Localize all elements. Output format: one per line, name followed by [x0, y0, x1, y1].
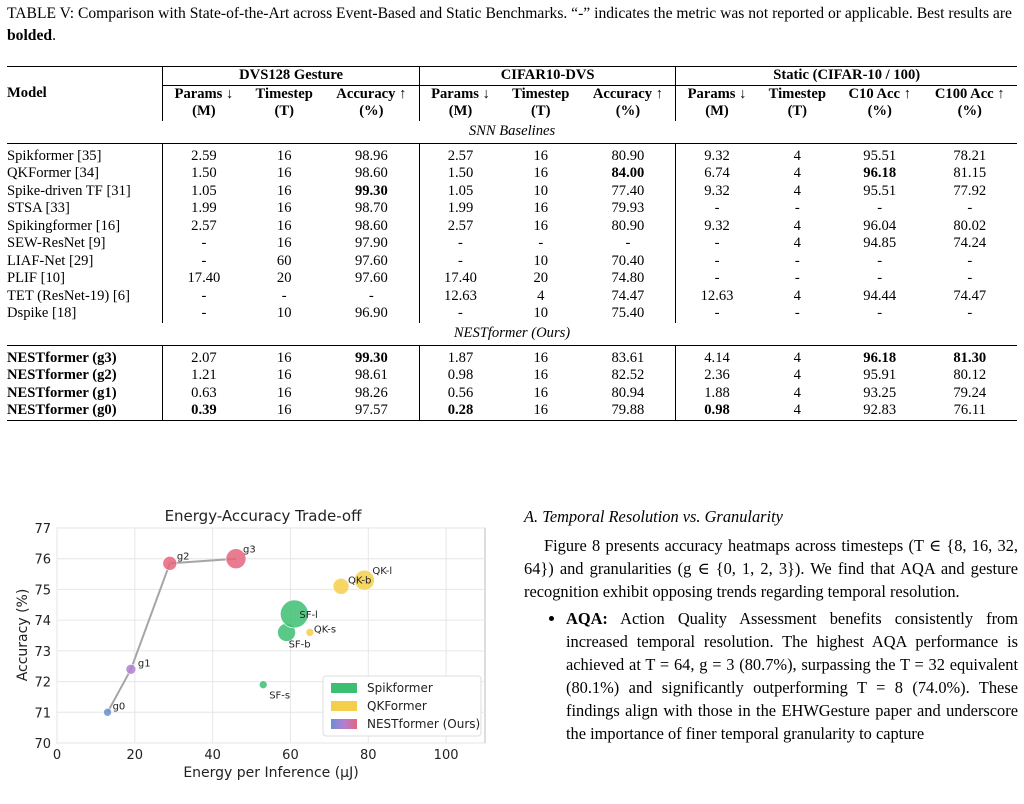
bullet-item	[566, 607, 1018, 745]
table-cell: -	[201, 235, 207, 251]
table-cell: 98.96	[324, 143, 420, 165]
table-cell: 10	[533, 182, 549, 199]
table-cell: 99.30	[324, 183, 420, 201]
table-row	[7, 385, 1017, 403]
model-name: NESTformer (g2)	[7, 367, 163, 385]
table-row	[7, 288, 1017, 306]
model-header: Model	[7, 67, 163, 121]
model-name: NESTformer (g3)	[7, 345, 163, 367]
table-cell: 92.83	[837, 402, 923, 420]
table-cell: 81.15	[953, 165, 987, 181]
table-cell: 1.05	[447, 182, 474, 199]
table-cell: -	[714, 200, 720, 216]
table-cell: 95.51	[863, 147, 897, 164]
data-point	[333, 578, 349, 594]
table-row	[7, 183, 1017, 201]
model-name: PLIF [10]	[7, 270, 163, 288]
table-cell: 96.18	[863, 165, 897, 181]
y-tick-label: 74	[34, 614, 51, 630]
table-cell: 16	[501, 402, 580, 420]
bullet-body: Action Quality Assessment benefits consistently from increased temporal resolution. The highest AQA performance is achieved at T = 64, g = 3 (80.7%), surpassing the T = 32 equivalent (80.1%) and significantly outperforming T = 8 (74.0%). These findings align with those in the EHWGesture paper and underscore the importance of finer temporal granularity to capture	[566, 609, 1018, 743]
data-point	[126, 664, 136, 674]
table-row	[7, 200, 1017, 218]
table-cell: 16	[276, 182, 292, 199]
model-name: TET (ResNet-19) [6]	[7, 288, 163, 306]
body-text	[524, 505, 1018, 745]
table-cell: 10	[276, 305, 292, 321]
y-tick-label: 73	[34, 644, 51, 660]
table-cell: 94.44	[863, 287, 897, 304]
table-cell: 12.63	[444, 287, 477, 304]
table-cell: -	[714, 235, 720, 251]
table-cell: 98.60	[324, 165, 420, 183]
energy-accuracy-chart	[0, 500, 500, 800]
table-cell: -	[877, 200, 883, 216]
table-cell: 16	[533, 147, 549, 164]
legend-label: Spikformer	[367, 681, 433, 695]
column-header: Params ↓	[174, 85, 234, 102]
table-cell: 2.07	[191, 349, 217, 366]
table-cell: -	[201, 252, 207, 269]
subsection-heading: A. Temporal Resolution vs. Granularity	[524, 507, 783, 526]
point-label: QK-b	[348, 575, 372, 587]
table-cell: 6.74	[704, 165, 730, 181]
table-cell: 4	[793, 349, 801, 366]
table-cell: 74.47	[953, 287, 987, 304]
point-label: g0	[112, 701, 126, 713]
model-name: Spikingformer [16]	[7, 218, 163, 236]
table-cell: 16	[276, 200, 292, 216]
table-cell: 98.60	[324, 218, 420, 236]
model-name: SEW-ResNet [9]	[7, 235, 163, 253]
y-tick-label: 76	[34, 552, 51, 568]
y-tick-label: 77	[34, 522, 51, 537]
table-cell: -	[877, 252, 883, 269]
table-cell: 16	[533, 384, 549, 401]
point-label: QK-s	[313, 624, 337, 636]
y-tick-label: 75	[34, 583, 51, 599]
column-header: (%)	[580, 103, 676, 121]
table-cell: 81.30	[953, 349, 987, 366]
table-cell: 20	[276, 270, 292, 286]
table-row	[7, 402, 1017, 420]
table-cell: 60	[276, 252, 292, 269]
point-label: g1	[137, 658, 151, 670]
table-cell: 74.47	[580, 288, 676, 306]
x-tick-label: 100	[433, 748, 459, 763]
table-cell: 74.24	[953, 235, 987, 251]
table-cell: 0.28	[419, 402, 501, 420]
column-header: (M)	[705, 103, 729, 119]
table-row	[7, 235, 1017, 253]
table-cell: 84.00	[580, 165, 676, 183]
table-cell: -	[458, 305, 463, 321]
table-cell: 4	[793, 367, 801, 383]
data-point	[163, 556, 177, 570]
legend-label: QKFormer	[367, 699, 427, 713]
table-cell: -	[794, 270, 800, 286]
table-cell: 2.57	[447, 217, 474, 234]
table-cell: 4	[793, 182, 801, 199]
table-cell: 0.98	[676, 402, 758, 420]
table-cell: 70.40	[580, 253, 676, 271]
table-cell: 10	[533, 252, 549, 269]
column-header: (%)	[867, 103, 892, 119]
point-label: SF-s	[269, 690, 291, 702]
column-header: (M)	[192, 103, 216, 119]
table-cell: -	[877, 305, 883, 321]
table-cell: 16	[276, 384, 292, 401]
column-header: Timestep	[512, 85, 570, 102]
legend-label: NESTformer (Ours)	[367, 717, 481, 731]
caption-text: TABLE V: Comparison with State-of-the-Art across Event-Based and Static Benchmarks. “-” indicates the metric was not reported or applicable. Best results are	[7, 5, 1012, 22]
table-cell: 4	[758, 402, 837, 420]
table-cell: -	[538, 235, 544, 251]
table-cell: 16	[276, 367, 292, 383]
table-row	[7, 253, 1017, 271]
table-cell: 99.30	[324, 345, 420, 367]
table-cell: 96.04	[863, 217, 897, 234]
table-cell: 1.99	[191, 200, 217, 216]
table-cell: 17.40	[187, 270, 221, 286]
table-cell: -	[794, 200, 800, 216]
table-row	[7, 305, 1017, 323]
legend-swatch	[331, 719, 357, 729]
table-row	[7, 143, 1017, 165]
table-cell: 4	[793, 147, 801, 164]
paragraph: Figure 8 presents accuracy heatmaps across timesteps (T ∈ {8, 16, 32, 64}) and granularities (g ∈ {0, 1, 2, 3}). We find that AQA and gesture recognition exhibit opposing trends regarding temporal resolution.	[524, 536, 1018, 601]
table-cell: 16	[276, 217, 292, 234]
table-cell: 0.98	[447, 367, 474, 383]
model-name: LIAF-Net [29]	[7, 253, 163, 271]
table-cell: -	[967, 200, 973, 216]
x-tick-label: 0	[52, 748, 62, 763]
table-cell: 98.26	[324, 385, 420, 403]
table-cell: 2.57	[447, 147, 474, 164]
data-point	[104, 708, 112, 716]
table-cell: 4	[793, 235, 801, 251]
table-cell: -	[714, 270, 720, 286]
table-cell: 4	[793, 384, 801, 401]
table-cell: 9.32	[704, 217, 730, 234]
y-tick-label: 70	[34, 737, 51, 752]
caption-end: .	[52, 27, 56, 44]
section-title: SNN Baselines	[7, 121, 1017, 144]
table-cell: 16	[276, 147, 292, 164]
model-name: NESTformer (g1)	[7, 385, 163, 403]
table-cell: 10	[533, 305, 549, 321]
table-cell: 16	[245, 402, 324, 420]
model-name: Spike-driven TF [31]	[7, 183, 163, 201]
table-cell: -	[458, 235, 463, 251]
column-header: (%)	[324, 103, 420, 121]
data-point	[306, 628, 314, 636]
x-tick-label: 40	[204, 748, 221, 763]
model-name: QKFormer [34]	[7, 165, 163, 183]
results-table	[7, 66, 1017, 421]
table-cell: 79.24	[953, 384, 987, 401]
table-cell: 2.59	[191, 147, 217, 164]
table-cell: 97.60	[324, 270, 420, 288]
column-header: Accuracy ↑	[324, 85, 420, 103]
column-header: (M)	[448, 103, 473, 119]
table-cell: 97.90	[324, 235, 420, 253]
table-cell: 97.60	[324, 253, 420, 271]
column-header: Timestep	[255, 85, 313, 102]
column-header: (T)	[531, 103, 551, 119]
group-header: CIFAR10-DVS	[419, 67, 676, 86]
group-header: Static (CIFAR-10 / 100)	[676, 67, 1017, 86]
table-cell: 77.92	[953, 182, 987, 199]
column-header: (%)	[957, 103, 982, 119]
table-cell: 0.56	[447, 384, 474, 401]
table-cell: 0.39	[163, 402, 245, 420]
table-cell: 4	[793, 217, 801, 234]
table-cell: 98.61	[324, 367, 420, 385]
table-cell: 4.14	[704, 349, 730, 366]
table-cell: -	[714, 252, 720, 269]
table-cell: 16	[533, 200, 549, 216]
bullet-head: AQA:	[566, 609, 608, 628]
column-header: Accuracy ↑	[580, 85, 676, 103]
table-row	[7, 165, 1017, 183]
table-cell: 95.51	[863, 182, 897, 199]
table-cell: -	[967, 270, 973, 286]
table-cell: 80.94	[580, 385, 676, 403]
table-cell: -	[201, 287, 207, 304]
chart-legend	[323, 676, 481, 736]
table-cell: 80.90	[580, 143, 676, 165]
table-cell: -	[877, 270, 883, 286]
column-header: Params ↓	[687, 85, 747, 102]
table-cell: 77.40	[580, 183, 676, 201]
table-cell: 1.05	[191, 182, 217, 199]
point-label: SF-l	[299, 610, 318, 621]
table-cell: -	[967, 252, 973, 269]
table-cell: 2.57	[191, 217, 217, 234]
model-name: STSA [33]	[7, 200, 163, 218]
table-cell: 97.57	[324, 402, 420, 420]
table-row	[7, 270, 1017, 288]
table-cell: 2.36	[704, 367, 730, 383]
table-cell: -	[714, 305, 720, 321]
x-tick-label: 60	[282, 748, 299, 763]
group-header: DVS128 Gesture	[163, 67, 420, 86]
table-cell: 94.85	[863, 235, 897, 251]
table-cell: 4	[793, 165, 801, 181]
table-cell: 4	[793, 287, 801, 304]
table-cell: 4	[537, 287, 545, 304]
y-axis-label: Accuracy (%)	[15, 588, 31, 682]
table-cell: 75.40	[580, 305, 676, 323]
table-cell: 16	[533, 217, 549, 234]
column-header: C100 Acc ↑	[934, 85, 1005, 102]
table-cell: 1.88	[704, 384, 730, 401]
table-cell: -	[281, 287, 287, 304]
table-cell: 93.25	[863, 384, 897, 401]
table-cell: 17.40	[444, 270, 477, 286]
table-cell: -	[794, 252, 800, 269]
table-cell: -	[324, 288, 420, 306]
table-cell: 1.99	[447, 200, 474, 216]
table-cell: 16	[533, 165, 549, 181]
legend-swatch	[331, 701, 357, 711]
table-cell: 1.87	[447, 349, 474, 366]
table-cell: 12.63	[700, 287, 734, 304]
table-cell: 74.80	[580, 270, 676, 288]
table-cell: 95.91	[863, 367, 897, 383]
column-header: Timestep	[768, 85, 826, 102]
model-name: NESTformer (g0)	[7, 402, 163, 420]
table-cell: 16	[276, 235, 292, 251]
column-header: (T)	[787, 103, 808, 119]
point-label: QK-l	[372, 566, 393, 578]
point-label: SF-b	[288, 639, 311, 651]
y-tick-label: 72	[34, 675, 51, 691]
table-cell: 76.11	[923, 402, 1018, 420]
table-cell: 16	[533, 349, 549, 366]
column-header: (T)	[274, 103, 294, 119]
point-label: g3	[242, 544, 256, 556]
table-cell: 82.52	[580, 367, 676, 385]
column-header: Params ↓	[431, 85, 490, 102]
table-cell: -	[201, 305, 207, 321]
table-cell: 16	[533, 367, 549, 383]
table-cell: 0.63	[191, 384, 217, 401]
table-cell: 16	[276, 349, 292, 366]
bullet-list	[524, 607, 1018, 745]
table-cell: 96.18	[863, 349, 897, 366]
table-cell: 79.88	[580, 402, 676, 420]
legend-swatch	[331, 683, 357, 693]
model-name: Dspike [18]	[7, 305, 163, 323]
table-cell: -	[967, 305, 973, 321]
table-row	[7, 345, 1017, 367]
column-header: C10 Acc ↑	[848, 85, 911, 102]
table-row	[7, 367, 1017, 385]
section-title: NESTformer (Ours)	[7, 323, 1017, 346]
model-name: Spikformer [35]	[7, 143, 163, 165]
table-cell: 80.12	[953, 367, 987, 383]
table-cell: 79.93	[580, 200, 676, 218]
caption-bold: bolded	[7, 27, 53, 44]
table-cell: 1.50	[447, 165, 474, 181]
point-label: g2	[176, 551, 190, 563]
table-cell: 78.21	[953, 147, 987, 164]
table-cell: 9.32	[704, 182, 730, 199]
table-cell: 80.90	[580, 218, 676, 236]
table-cell: -	[580, 235, 676, 253]
table-cell: 9.32	[704, 147, 730, 164]
chart-title: Energy-Accuracy Trade-off	[164, 507, 362, 525]
table-row	[7, 218, 1017, 236]
table-cell: 83.61	[580, 345, 676, 367]
table-cell: -	[794, 305, 800, 321]
table-cell: 98.70	[324, 200, 420, 218]
table-cell: 16	[276, 165, 292, 181]
table-cell: 80.02	[953, 217, 987, 234]
table-cell: 96.90	[324, 305, 420, 323]
y-tick-label: 71	[34, 706, 51, 722]
data-point	[259, 681, 267, 689]
x-tick-label: 80	[359, 748, 377, 763]
table-cell: 20	[533, 270, 549, 286]
x-axis-label: Energy per Inference (μJ)	[183, 765, 359, 781]
table-caption	[7, 3, 1017, 47]
table-cell: 1.21	[191, 367, 217, 383]
table-cell: -	[458, 252, 463, 269]
table-cell: 1.50	[191, 165, 217, 181]
x-tick-label: 20	[126, 748, 144, 763]
